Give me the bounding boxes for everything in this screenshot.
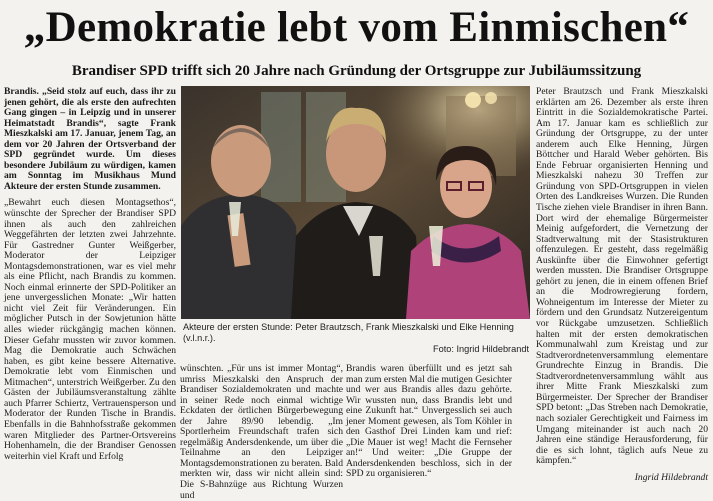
body-paragraph: „Bewahrt euch diesen Montagsethos“, wünschte der Sprecher der Brandiser SPD ihnen als auch den zahlreichen Weggefährten der letzten zwei Jahrzehnte. Für Gastredner Gunter Weißgerber, Moderator der Leipziger Montagsdemonstrationen, war es viel mehr als eine Pflicht, nach Brandis zu kommen. Noch einmal erinnerte der SPD-Politiker an jene unvergesslichen Monate: „Wir hatten nicht viel Zeit für Veränderungen. Ein möglicher Putsch in der Sowjetunion hätte alles wieder rückgängig machen können. Dieser Gefahr mussten wir zuvor kommen. Mag die Demokratie auch Schwächen haben, es gibt keine bessere Alternative. Demokratie lebt vom Einmischen und Mitmachen“, unterstrich Weißgerber. Zu den Gästen der Jubiläumsveranstaltung zählte auch Pfarrer Schiertz, Vertrauensperson und Moderator der Runden Tische in Brandis. Ebenfalls in die Bahnhofsstraße gekommen waren Mitglieder des Partner-Ortsvereins Hohenhameln, die der Brandiser Genossen weiterhin viel Kraft und Erfolg — [4, 197, 176, 462]
text-column-left — [4, 87, 176, 475]
body-paragraph: Peter Brautzsch und Frank Mieszkalski erklärten am 26. Dezember als erste ihren Eintritt in die Sozialdemokratische Partei. Am 17. Januar kam es schließlich zur Gründung der Ortsgruppe, zu der unter anderem auch Elke Henning, Jürgen Böttcher und Harald Weber gehörten. Bis Ende Februar organisierten Henning und Mieszkalski nahezu 30 Treffen zur Gründung von SPD-Ortsgruppen in vielen Orten des Landkreises Wurzen. Die Runden Tische ziehen viele Brandiser in ihren Bann. Dort wird der ehemalige Bürgermeister Meinig aufgefordert, die Vernetzung der Stadtverwaltung mit der Stasistrukturen offenzulegen. Er gesteht, dass regelmäßig Auskünfte über die Einwohner gefertigt werden mussten. Die Brandiser Ortsgruppe gehört zu jenen, die in einem offenen Brief an die Modrowregierung fordern, Wohneigentum im Interesse der Mieter zu fördern und den Grundsatz Nutzereigentum vor Rückgabe umzusetzen. Schließlich halten mit der ersten demokratischen Kommunalwahl zum Kreistag und zur Stadtverordnetenversammlung elementare Grundrechte Einzug in Brandis. Die Stadtverordnetenversammlung wählt aus ihrer Mitte Frank Mieszkalski zum Bürgermeister. Der Sprecher der Brandiser SPD betont: „Das Streben nach Demokratie, nach sozialer Gerechtigkeit und Fairness im Umgang miteinander ist auch nach 20 Jahren eine ständige Herausforderung, für die es sich lohnt, täglich aufs Neue zu kämpfen.“ — [536, 86, 708, 467]
body-paragraph: Brandis waren überfüllt und es jetzt sah man zum ersten Mal die mutigen Gesichter und wer aus Brandis alles dazu gehörte. Wir wussten nun, dass Brandis lebt und eine Zukunft hat.“ Unvergesslich sei auch jener Moment gewesen, als Tom Köhler in den Gasthof Drei Linden kam und rief: „Die Mauer ist weg! Macht die Fernseher an!“ Und weiter: „Die Gruppe der Andersdenkenden beschloss, sich in der SPD zu organisieren.“ — [346, 363, 512, 480]
caption-text: Akteure der ersten Stunde: Peter Brautzsch, Frank Mieszkalski und Elke Henning (v.l.n.r.). — [183, 322, 514, 343]
author-byline: Ingrid Hildebrandt — [634, 471, 708, 483]
photo-illustration — [181, 86, 530, 319]
lead-paragraph: Brandis. „Seid stolz auf euch, dass ihr zu jenen gehört, die als erste den aufrechten Gang gingen – in Leipzig und in unserer Heimatstadt Brandis“, sagte Frank Mieszkalski am 17. Januar, jenem Tag, an dem vor 20 Jahren der Ortsverband der SPD gegründet wurde. Um dieses besondere Jubiläum zu würdigen, kamen am Sonntag im Musikhaus Mund Akteure der ersten Stunde zusammen. — [4, 86, 176, 192]
article-subheadline: Brandiser SPD trifft sich 20 Jahre nach Gründung der Ortsgruppe zur Jubiläumssitzung — [71, 63, 642, 79]
photo-credit: Foto: Ingrid Hildebrandt — [432, 344, 529, 354]
article-headline: „Demokratie lebt vom Einmischen“ — [23, 4, 690, 51]
article-photo — [181, 86, 530, 319]
text-column-right — [536, 86, 708, 483]
photo-caption — [183, 322, 529, 358]
body-paragraph: wünschten. „Für uns ist immer Montag“, umriss Mieszkalski den Anspruch der Brandiser Sozialdemokraten und machte in seiner Rede noch einmal wichtige Eckdaten der örtlichen Bürgerbewegung der Jahre 89/90 lebendig. „Im Sportlerheim Freundschaft trafen sich regelmäßig Andersdenkende, um über die Teilnahme an den Leipziger Montagsdemonstrationen zu beraten. Bald merkten wir, dass wir nicht allein sind: Die S-Bahnzüge aus Richtung Wurzen und — [180, 363, 343, 501]
text-column-middle-1 — [180, 363, 343, 501]
text-column-middle-2 — [346, 363, 512, 480]
